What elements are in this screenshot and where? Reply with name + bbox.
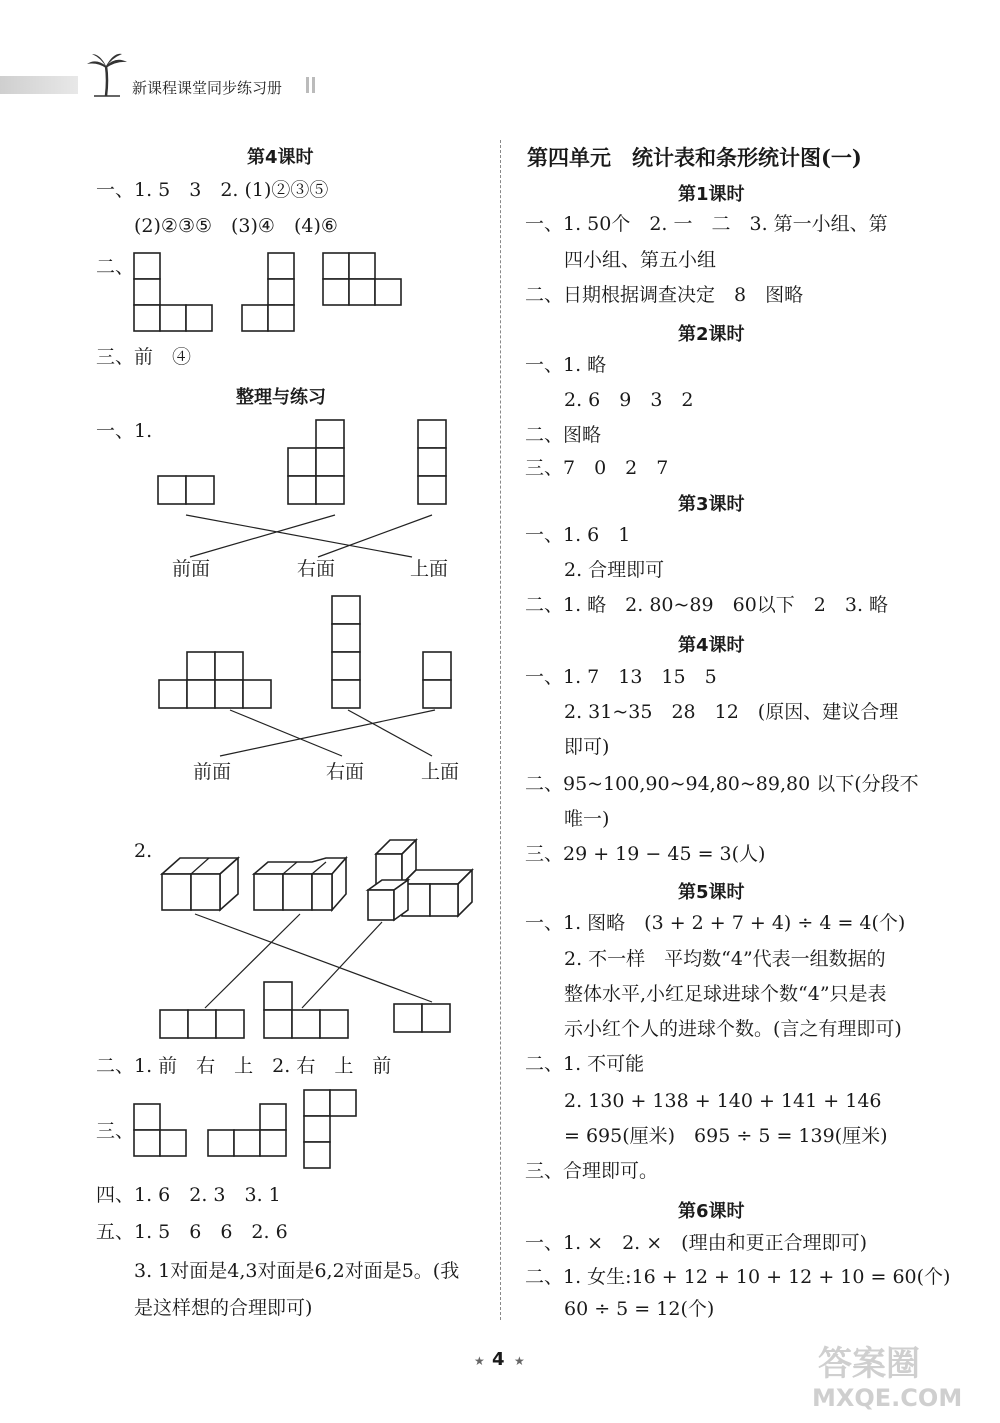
review-q1-match-diagram-1	[150, 412, 460, 562]
l2-title: 第2课时	[678, 324, 745, 345]
column-divider	[500, 140, 501, 1320]
lesson4-q1-line1: 一、1. 5 3 2. (1)②③⑤	[96, 179, 329, 201]
l4-d: 二、95~100,90~94,80~89,80 以下(分段不	[525, 773, 919, 795]
review-q3-view-shapes	[128, 1084, 368, 1172]
l5-e: 二、1. 不可能	[525, 1053, 645, 1075]
header-bar	[0, 76, 78, 94]
match2-front-label: 前面	[193, 761, 232, 783]
match2-right-label: 右面	[326, 761, 365, 783]
l5-title: 第5课时	[678, 882, 745, 903]
l4-f: 三、29 + 19 − 45 = 3(人)	[525, 843, 766, 865]
watermark-logo: 答案圈	[818, 1344, 920, 1384]
review-line-five: 五、1. 5 6 6 2. 6	[96, 1221, 288, 1243]
l5-d: 示小红个人的进球个数。(言之有理即可)	[564, 1018, 902, 1040]
l1-title: 第1课时	[678, 184, 745, 205]
review-line-four: 四、1. 6 2. 3 3. 1	[96, 1184, 281, 1206]
review-line-two: 二、1. 前 右 上 2. 右 上 前	[96, 1055, 392, 1077]
l3-title: 第3课时	[678, 494, 745, 515]
l6-c: 60 ÷ 5 = 12(个)	[564, 1298, 715, 1320]
l4-title: 第4课时	[678, 635, 745, 656]
header-title: 新课程课堂同步练习册	[132, 79, 283, 97]
l2-b: 2. 6 9 3 2	[564, 389, 694, 411]
l5-a: 一、1. 图略 (3 + 2 + 7 + 4) ÷ 4 = 4(个)	[525, 912, 906, 934]
l5-b: 2. 不一样 平均数“4”代表一组数据的	[564, 948, 886, 970]
star-icon: ★	[474, 1354, 485, 1368]
lesson4-q3: 三、前 ④	[96, 346, 192, 368]
l5-h: 三、合理即可。	[525, 1160, 659, 1182]
lesson4-q1-line2: (2)②③⑤ (3)④ (4)⑥	[134, 215, 338, 237]
star-icon: ★	[514, 1354, 525, 1368]
l5-f: 2. 130 + 138 + 140 + 141 + 146	[564, 1090, 882, 1112]
match1-front-label: 前面	[172, 558, 211, 580]
unit-title: 第四单元 统计表和条形统计图(一)	[527, 145, 862, 170]
review-q2-cube-match-diagram	[150, 832, 480, 1042]
lesson4-title: 第4课时	[247, 147, 314, 168]
review-line-five-3b: 是这样想的合理即可)	[134, 1297, 313, 1319]
page-number: 4	[492, 1349, 505, 1370]
l4-e: 唯一)	[564, 808, 610, 830]
review-q2-label: 2.	[134, 840, 153, 862]
l2-d: 三、7 0 2 7	[525, 457, 669, 479]
header-mark	[306, 77, 309, 93]
review-title: 整理与练习	[236, 387, 326, 408]
review-line-three-label: 三、	[96, 1120, 135, 1142]
l4-a: 一、1. 7 13 15 5	[525, 666, 717, 688]
l2-a: 一、1. 略	[525, 354, 607, 376]
match2-top-label: 上面	[421, 761, 460, 783]
l6-a: 一、1. × 2. × (理由和更正合理即可)	[525, 1232, 868, 1254]
l1-c: 二、日期根据调查决定 8 图略	[525, 284, 804, 306]
match1-top-label: 上面	[410, 558, 449, 580]
l6-b: 二、1. 女生:16 + 12 + 10 + 12 + 10 = 60(个)	[525, 1266, 951, 1288]
l1-a: 一、1. 50个 2. 一 二 3. 第一小组、第	[525, 213, 888, 235]
l1-b: 四小组、第五小组	[564, 249, 717, 271]
palm-tree-icon	[84, 52, 130, 98]
lesson4-q2-view-shapes	[128, 248, 410, 336]
header-mark	[312, 77, 315, 93]
l3-a: 一、1. 6 1	[525, 524, 631, 546]
l2-c: 二、图略	[525, 424, 602, 446]
l5-g: = 695(厘米) 695 ÷ 5 = 139(厘米)	[564, 1125, 888, 1147]
l4-b: 2. 31~35 28 12 (原因、建议合理	[564, 701, 899, 723]
lesson4-q2-label: 二、	[96, 256, 135, 278]
l6-title: 第6课时	[678, 1201, 745, 1222]
match1-right-label: 右面	[297, 558, 336, 580]
review-q1-label: 一、1.	[96, 420, 153, 442]
l4-c: 即可)	[564, 736, 610, 758]
review-q1-match-diagram-2	[150, 590, 460, 762]
l3-c: 二、1. 略 2. 80~89 60以下 2 3. 略	[525, 594, 889, 616]
review-line-five-3a: 3. 1对面是4,3对面是6,2对面是5。(我	[134, 1260, 460, 1282]
l3-b: 2. 合理即可	[564, 559, 665, 581]
watermark-site: MXQE.COM	[812, 1384, 963, 1412]
l5-c: 整体水平,小红足球进球个数“4”只是表	[564, 983, 887, 1005]
